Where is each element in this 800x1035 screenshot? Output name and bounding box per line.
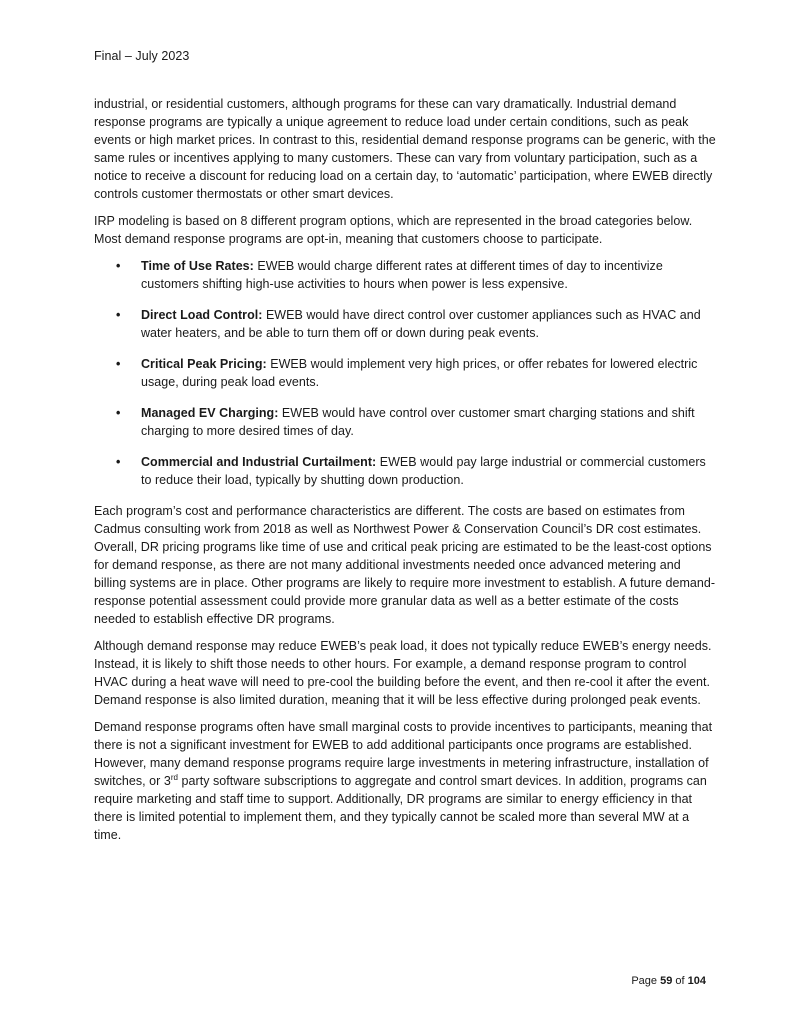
bullet-icon: • <box>116 357 121 371</box>
paragraph-peak-load-shift: Although demand response may reduce EWEB’s peak load, it does not typically reduce EWEB’s energy needs. Instead, it is likely to shift those needs to other hours. For example, a demand response program to control HVAC during a heat wave will need to pre-cool the building before the event, and then re-cool it after the event. Demand response is also limited duration, meaning that it will be less effective during prolonged peak events. <box>94 639 712 707</box>
ordinal-superscript: rd <box>170 772 179 782</box>
list-item-text: EWEB would have control over customer smart charging stations and shift charging to more desired times of day. <box>141 406 695 438</box>
list-item-title: Critical Peak Pricing: <box>141 357 267 371</box>
total-pages-number: 104 <box>687 975 706 987</box>
bullet-icon: • <box>116 406 121 420</box>
list-item-text: EWEB would have direct control over customer appliances such as HVAC and water heaters, and be able to turn them off or down during peak events. <box>141 308 701 340</box>
paragraph-marginal-costs <box>94 718 716 844</box>
list-item <box>94 355 716 391</box>
list-item-title: Direct Load Control: <box>141 308 263 322</box>
program-options-list <box>94 257 716 489</box>
list-item-title: Time of Use Rates: <box>141 259 254 273</box>
paragraph-program-costs: Each program’s cost and performance characteristics are different. The costs are based on estimates from Cadmus consulting work from 2018 as well as Northwest Power & Conservation Council’s DR cost estimates. Overall, DR pricing programs like time of use and critical peak pricing are estimated to be the least-cost options for demand response, as there are not many additional investments needed once advanced metering and billing systems are in place. Other programs are likely to require more investment to establish. A future demand-response potential assessment could provide more granular data as well as a better estimate of the costs needed to establish effective DR programs. <box>94 504 716 626</box>
paragraph-text-part: party software subscriptions to aggregate and control smart devices. In addition, programs can require marketing and staff time to support. Additionally, DR programs are similar to energy efficiency in that there is limited potential to implement them, and they typically cannot be scaled more than several MW at a time. <box>94 774 707 842</box>
page-number-prefix: Page <box>631 975 661 987</box>
list-item-text: EWEB would pay large industrial or commercial customers to reduce their load, typically by shutting down production. <box>141 455 706 487</box>
bullet-icon: • <box>116 455 121 469</box>
list-item <box>94 257 716 293</box>
bullet-icon: • <box>116 259 121 273</box>
paragraph-text-part: Demand response programs often have small marginal costs to provide incentives to participants, meaning that there is not a significant investment for EWEB to add additional participants once programs are established. However, many demand response programs require large investments in metering infrastructure, installation of switches, or 3 <box>94 720 713 788</box>
bullet-icon: • <box>116 308 121 322</box>
page-number-footer <box>631 975 706 987</box>
paragraph-dr-program-types: industrial, or residential customers, although programs for these can vary dramatically. Industrial demand response programs are typically a unique agreement to reduce load under certain conditions, such as peak events or high market prices. In contrast to this, residential demand response programs can be generic, with the same rules or incentives applying to many customers. These can vary from voluntary participation, such as a notice to receive a discount for reducing load on a certain day, to ‘automatic’ participation, where EWEB directly controls customer thermostats or other smart devices. <box>94 97 716 201</box>
list-item-text: EWEB would charge different rates at different times of day to incentivize customers shifting high-use activities to hours when power is less expensive. <box>141 259 663 291</box>
list-item <box>94 453 716 489</box>
document-body <box>94 95 716 853</box>
paragraph-irp-modeling: IRP modeling is based on 8 different program options, which are represented in the broad categories below. Most demand response programs are opt-in, meaning that customers choose to participate. <box>94 214 693 246</box>
list-item <box>94 306 716 342</box>
list-item-text: EWEB would implement very high prices, or offer rebates for lowered electric usage, during peak load events. <box>141 357 698 389</box>
list-item <box>94 404 716 440</box>
list-item-title: Commercial and Industrial Curtailment: <box>141 455 377 469</box>
page-number-separator: of <box>672 975 688 987</box>
current-page-number: 59 <box>660 975 673 987</box>
page-header: Final – July 2023 <box>94 49 190 63</box>
list-item-title: Managed EV Charging: <box>141 406 279 420</box>
